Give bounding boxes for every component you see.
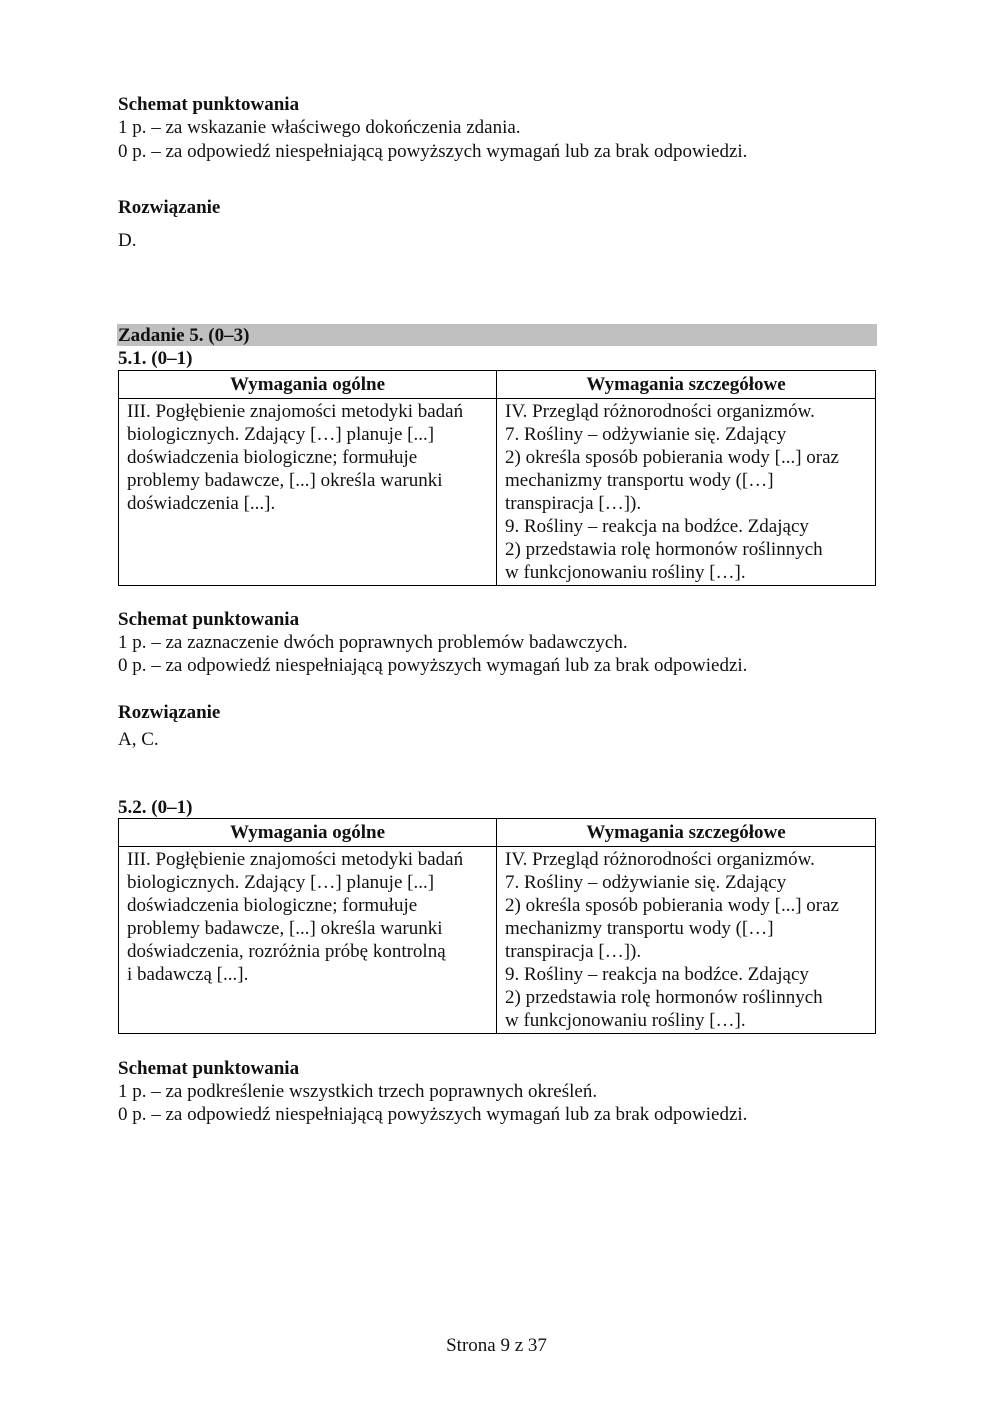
scoring-line: 0 p. – za odpowiedź niespełniającą powyższych wymagań lub za brak odpowiedzi. — [118, 1104, 748, 1125]
task-title: Zadanie 5. (0–3) — [118, 325, 250, 346]
solution-text: D. — [118, 230, 137, 251]
scoring-line: 1 p. – za podkreślenie wszystkich trzech poprawnych określeń. — [118, 1081, 598, 1102]
cell-line: IV. Przegląd różnorodności organizmów. — [505, 849, 815, 870]
cell-line: w funkcjonowaniu rośliny […]. — [505, 562, 746, 583]
cell-line: biologicznych. Zdający […] planuje [...] — [127, 424, 435, 445]
cell-line: problemy badawcze, [...] określa warunki — [127, 918, 443, 939]
cell-line: mechanizmy transportu wody ([…] — [505, 918, 774, 939]
cell-line: doświadczenia biologiczne; formułuje — [127, 895, 418, 916]
cell-line: 9. Rośliny – reakcja na bodźce. Zdający — [505, 964, 809, 985]
cell-line: doświadczenia [...]. — [127, 493, 276, 514]
detailed-requirements-cell — [497, 847, 876, 1034]
page-number: Strona 9 z 37 — [446, 1335, 547, 1356]
cell-line: 9. Rośliny – reakcja na bodźce. Zdający — [505, 516, 809, 537]
cell-line: biologicznych. Zdający […] planuje [...] — [127, 872, 435, 893]
cell-line: transpiracja […]). — [505, 941, 642, 962]
cell-line: doświadczenia, rozróżnia próbę kontrolną — [127, 941, 446, 962]
requirements-table — [118, 818, 876, 1034]
solution-heading: Rozwiązanie — [118, 197, 221, 218]
cell-line: III. Pogłębienie znajomości metodyki badań — [127, 401, 464, 422]
solution-heading: Rozwiązanie — [118, 702, 221, 723]
scoring-line: 0 p. – za odpowiedź niespełniającą powyższych wymagań lub za brak odpowiedzi. — [118, 655, 748, 676]
requirements-table — [118, 370, 876, 586]
detailed-requirements-header: Wymagania szczegółowe — [497, 371, 876, 399]
cell-line: 2) przedstawia rolę hormonów roślinnych — [505, 987, 823, 1008]
cell-line: transpiracja […]). — [505, 493, 642, 514]
cell-line: 2) określa sposób pobierania wody [...] oraz — [505, 447, 839, 468]
general-requirements-cell — [119, 847, 497, 1034]
scoring-heading: Schemat punktowania — [118, 1058, 300, 1079]
scoring-heading: Schemat punktowania — [118, 609, 300, 630]
subtask-title: 5.2. (0–1) — [118, 797, 193, 818]
general-requirements-header: Wymagania ogólne — [119, 371, 497, 399]
scoring-line: 1 p. – za zaznaczenie dwóch poprawnych problemów badawczych. — [118, 632, 628, 653]
cell-line: 7. Rośliny – odżywianie się. Zdający — [505, 872, 787, 893]
cell-line: 2) określa sposób pobierania wody [...] oraz — [505, 895, 839, 916]
cell-line: III. Pogłębienie znajomości metodyki badań — [127, 849, 464, 870]
general-requirements-cell — [119, 399, 497, 586]
general-requirements-header: Wymagania ogólne — [119, 819, 497, 847]
cell-line: IV. Przegląd różnorodności organizmów. — [505, 401, 815, 422]
scoring-heading: Schemat punktowania — [118, 94, 300, 115]
cell-line: mechanizmy transportu wody ([…] — [505, 470, 774, 491]
cell-line: 2) przedstawia rolę hormonów roślinnych — [505, 539, 823, 560]
cell-line: problemy badawcze, [...] określa warunki — [127, 470, 443, 491]
subtask-title: 5.1. (0–1) — [118, 348, 193, 369]
cell-line: w funkcjonowaniu rośliny […]. — [505, 1010, 746, 1031]
detailed-requirements-cell — [497, 399, 876, 586]
detailed-requirements-header: Wymagania szczegółowe — [497, 819, 876, 847]
cell-line: doświadczenia biologiczne; formułuje — [127, 447, 418, 468]
scoring-line: 0 p. – za odpowiedź niespełniającą powyższych wymagań lub za brak odpowiedzi. — [118, 141, 748, 162]
cell-line: i badawczą [...]. — [127, 964, 249, 985]
solution-text: A, C. — [118, 729, 159, 750]
scoring-line: 1 p. – za wskazanie właściwego dokończenia zdania. — [118, 117, 521, 138]
task-title-bar — [117, 324, 877, 346]
cell-line: 7. Rośliny – odżywianie się. Zdający — [505, 424, 787, 445]
